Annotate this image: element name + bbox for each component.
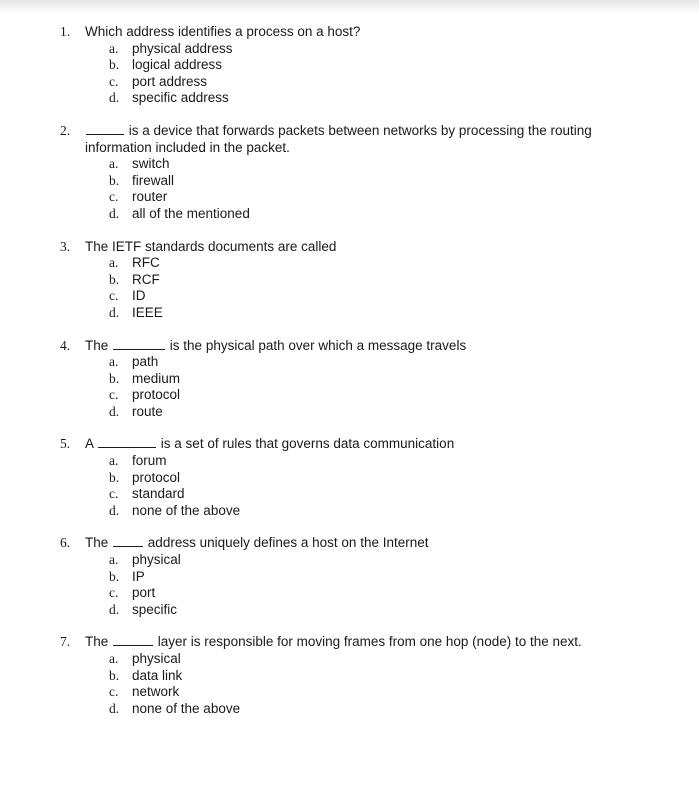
question-number: 4. <box>60 337 71 353</box>
answer-blank <box>113 338 165 350</box>
question-stem <box>85 239 699 256</box>
option-b[interactable] <box>85 272 699 289</box>
option-text: protocol <box>132 387 181 403</box>
option-text: network <box>132 684 180 700</box>
option-letter: b. <box>109 57 120 73</box>
option-list <box>85 354 699 420</box>
option-letter: c. <box>109 73 119 89</box>
option-a[interactable] <box>85 552 699 569</box>
option-a[interactable] <box>85 255 699 272</box>
option-b[interactable] <box>85 470 699 487</box>
option-b[interactable] <box>85 569 699 586</box>
question-2 <box>0 123 699 223</box>
option-c[interactable] <box>85 486 699 503</box>
option-text: physical <box>132 552 181 568</box>
option-text: ID <box>132 288 146 304</box>
option-c[interactable] <box>85 684 699 701</box>
answer-blank <box>113 535 143 547</box>
stem-text-after: is the physical path over which a message travels <box>169 337 467 353</box>
option-list <box>85 41 699 107</box>
option-letter: b. <box>109 667 120 683</box>
question-stem <box>85 634 699 651</box>
option-letter: a. <box>109 40 119 56</box>
question-number: 5. <box>60 436 71 452</box>
option-letter: c. <box>109 387 119 403</box>
option-b[interactable] <box>85 668 699 685</box>
option-text: IP <box>132 568 145 584</box>
option-letter: d. <box>109 502 120 518</box>
question-3 <box>0 239 699 322</box>
quiz-document <box>0 24 699 733</box>
option-list <box>85 255 699 321</box>
option-d[interactable] <box>85 503 699 520</box>
question-number: 2. <box>60 122 71 138</box>
option-text: IEEE <box>132 304 163 320</box>
option-letter: a. <box>109 354 119 370</box>
option-list <box>85 453 699 519</box>
option-d[interactable] <box>85 206 699 223</box>
option-letter: a. <box>109 651 119 666</box>
option-text: none of the above <box>132 502 241 518</box>
option-c[interactable] <box>85 189 699 206</box>
answer-blank <box>113 634 153 646</box>
option-letter: c. <box>109 189 119 205</box>
option-b[interactable] <box>85 57 699 74</box>
option-text: medium <box>132 370 181 386</box>
option-text: specific <box>132 601 178 617</box>
question-7 <box>0 634 699 717</box>
option-text: standard <box>132 486 185 502</box>
option-text: port <box>132 585 156 601</box>
question-stem <box>85 24 699 41</box>
stem-text-after: address uniquely defines a host on the Internet <box>147 535 429 551</box>
option-letter: c. <box>109 288 119 304</box>
option-text: RCF <box>132 271 160 287</box>
stem-text: Which address identifies a process on a host? <box>85 24 361 39</box>
option-d[interactable] <box>85 701 699 718</box>
option-letter: a. <box>109 453 119 469</box>
option-letter: b. <box>109 172 120 188</box>
option-text: data link <box>132 667 183 683</box>
option-a[interactable] <box>85 41 699 58</box>
option-c[interactable] <box>85 585 699 602</box>
option-text: route <box>132 403 163 419</box>
option-d[interactable] <box>85 602 699 619</box>
option-list <box>85 552 699 618</box>
question-5 <box>0 436 699 519</box>
option-text: physical <box>132 651 181 666</box>
option-text: specific address <box>132 90 229 106</box>
option-text: RFC <box>132 255 160 271</box>
option-text: router <box>132 189 168 205</box>
option-letter: b. <box>109 469 120 485</box>
option-letter: c. <box>109 486 119 502</box>
option-letter: d. <box>109 700 120 716</box>
option-letter: d. <box>109 205 120 221</box>
question-4 <box>0 338 699 421</box>
option-text: firewall <box>132 172 175 188</box>
question-number: 3. <box>60 238 71 254</box>
option-letter: d. <box>109 90 120 106</box>
option-a[interactable] <box>85 651 699 668</box>
option-c[interactable] <box>85 387 699 404</box>
option-list <box>85 651 699 717</box>
option-b[interactable] <box>85 371 699 388</box>
question-stem <box>85 338 699 355</box>
option-text: protocol <box>132 469 181 485</box>
stem-text: is a device that forwards packets between networks by processing the routing information included in the packet. <box>85 122 592 155</box>
option-letter: a. <box>109 552 119 568</box>
option-letter: b. <box>109 568 120 584</box>
question-1 <box>0 24 699 107</box>
option-b[interactable] <box>85 173 699 190</box>
option-d[interactable] <box>85 90 699 107</box>
option-letter: a. <box>109 156 119 172</box>
question-stem <box>85 123 699 156</box>
stem-text-before: A <box>85 436 94 452</box>
stem-text-after: is a set of rules that governs data communication <box>160 436 455 452</box>
option-d[interactable] <box>85 404 699 421</box>
option-c[interactable] <box>85 74 699 91</box>
option-a[interactable] <box>85 156 699 173</box>
stem-text-before: The <box>85 337 109 353</box>
option-text: path <box>132 354 159 370</box>
question-stem <box>85 436 699 453</box>
question-number: 7. <box>60 634 71 650</box>
option-letter: c. <box>109 684 119 700</box>
option-letter: d. <box>109 403 120 419</box>
stem-text-after: layer is responsible for moving frames from one hop (node) to the next. <box>157 634 582 650</box>
option-text: physical address <box>132 40 233 56</box>
option-a[interactable] <box>85 354 699 371</box>
stem-text-before: The <box>85 535 109 551</box>
answer-blank <box>98 436 156 448</box>
option-letter: c. <box>109 585 119 601</box>
option-text: forum <box>132 453 167 469</box>
option-d[interactable] <box>85 305 699 322</box>
option-letter: d. <box>109 601 120 617</box>
option-text: logical address <box>132 57 223 73</box>
answer-blank <box>86 123 124 135</box>
option-text: port address <box>132 73 208 89</box>
option-letter: d. <box>109 304 120 320</box>
question-number: 1. <box>60 24 71 39</box>
option-letter: a. <box>109 255 119 271</box>
option-letter: b. <box>109 370 120 386</box>
question-number: 6. <box>60 535 71 551</box>
stem-text: The IETF standards documents are called <box>85 238 337 254</box>
option-list <box>85 156 699 222</box>
option-text: none of the above <box>132 700 241 716</box>
stem-text-before: The <box>85 634 109 650</box>
page-top-shadow <box>0 0 699 14</box>
option-c[interactable] <box>85 288 699 305</box>
question-stem <box>85 535 699 552</box>
question-6 <box>0 535 699 618</box>
option-letter: b. <box>109 271 120 287</box>
option-text: switch <box>132 156 170 172</box>
option-text: all of the mentioned <box>132 205 250 221</box>
option-a[interactable] <box>85 453 699 470</box>
